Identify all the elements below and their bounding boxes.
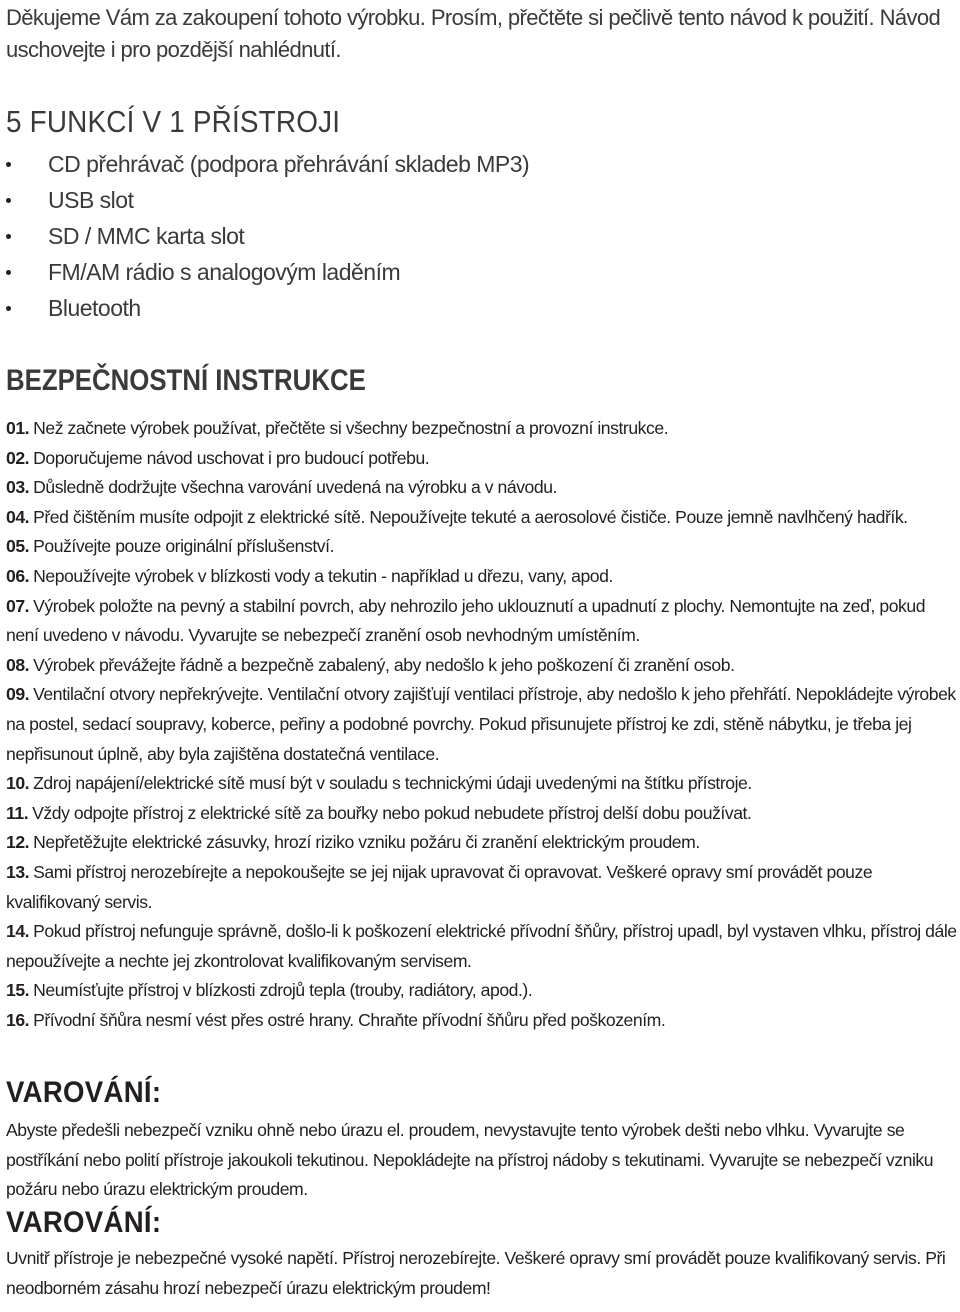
instruction-number: 09.	[6, 684, 30, 705]
instruction-number: 02.	[6, 447, 30, 468]
instruction-text: Než začnete výrobek používat, přečtěte si všechny bezpečnostní a provozní instrukce.	[33, 418, 669, 438]
instruction-text: Pokud přístroj nefunguje správně, došlo-li k poškození elektrické přívodní šňůry, přístroj upadl, byl vystaven vlhku, přístroj dále nepoužívejte a nechte jej zkontrolovat kvalifikovaným servisem.	[6, 921, 957, 971]
instruction-number: 06.	[6, 565, 30, 586]
feature-item	[6, 254, 529, 290]
instruction-number: 07.	[6, 595, 30, 616]
instruction-number: 15.	[6, 980, 30, 1001]
instruction-text: Zdroj napájení/elektrické sítě musí být v souladu s technickými údaji uvedenými na štítku přístroje.	[33, 773, 752, 794]
instruction-item	[6, 828, 958, 858]
feature-item	[6, 218, 529, 254]
instruction-item	[6, 592, 958, 651]
safety-instructions-list	[6, 414, 958, 1035]
instruction-text: Nepoužívejte výrobek v blízkosti vody a tekutin - například u dřezu, vany, apod.	[33, 565, 613, 586]
instruction-text: Nepřetěžujte elektrické zásuvky, hrozí riziko vzniku požáru či zranění elektrickým proudem.	[33, 832, 700, 853]
instruction-text: Neumísťujte přístroj v blízkosti zdrojů tepla (trouby, radiátory, apod.).	[33, 980, 533, 1001]
instruction-item	[6, 858, 958, 917]
instruction-number: 08.	[6, 654, 30, 675]
instruction-item	[6, 532, 958, 562]
instruction-text: Ventilační otvory nepřekrývejte. Ventilační otvory zajišťují ventilaci přístroje, aby nedošlo k jeho přehřátí. Nepokládejte výrobek na postel, sedací soupravy, koberce, peřiny a podobné povrchy. Pokud přisunujete přístroj ke zdi, stěně nábytku, je třeba jej nepřisunout úplně, aby byla zajištěna dostatečná ventilace.	[6, 684, 956, 764]
instruction-text: Doporučujeme návod uschovat i pro budoucí potřebu.	[33, 447, 430, 468]
instruction-item	[6, 414, 958, 444]
feature-item	[6, 146, 529, 182]
instruction-item	[6, 444, 958, 474]
instruction-number: 14.	[6, 921, 30, 942]
warning-text: Uvnitř přístroje je nebezpečné vysoké napětí. Přístroj nerozebírejte. Veškeré opravy smí provádět pouze kvalifikovaný servis. Při neodborném zásahu hrozí nebezpečí úrazu elektrickým proudem!	[6, 1248, 946, 1298]
instruction-item	[6, 917, 958, 976]
instruction-number: 05.	[6, 536, 30, 557]
instruction-text: Vždy odpojte přístroj z elektrické sítě za bouřky nebo pokud nebudete přístroj delší dobu používat.	[32, 802, 752, 823]
warning-text: Abyste předešli nebezpečí vzniku ohně nebo úrazu el. proudem, nevystavujte tento výrobek dešti nebo vlhku. Vyvarujte se postříkání nebo polití přístroje jakoukoli tekutinou. Nepokládejte na přístroj nádoby s tekutinami. Vyvarujte se nebezpečí vzniku požáru nebo úrazu elektrickým proudem.	[6, 1120, 934, 1199]
warning-section	[6, 1076, 958, 1205]
instruction-item	[6, 769, 958, 799]
instruction-item	[6, 562, 958, 592]
instruction-number: 10.	[6, 773, 30, 794]
intro-text: Děkujeme Vám za zakoupení tohoto výrobku. Prosím, přečtěte si pečlivě tento návod k použití. Návod uschovejte i pro pozdější nahlédnutí.	[6, 5, 941, 62]
instruction-item	[6, 680, 958, 769]
instruction-number: 12.	[6, 832, 30, 853]
instruction-text: Přívodní šňůra nesmí vést přes ostré hrany. Chraňte přívodní šňůru před poškozením.	[33, 1009, 666, 1030]
features-list	[6, 146, 529, 326]
warning-section	[6, 1206, 958, 1303]
instruction-number: 04.	[6, 506, 30, 527]
instruction-item	[6, 473, 958, 503]
bullet-icon	[6, 270, 11, 275]
instruction-number: 11.	[6, 802, 29, 823]
safety-heading: BEZPEČNOSTNÍ INSTRUKCE	[6, 364, 366, 397]
instruction-number: 03.	[6, 477, 30, 498]
warning-heading: VAROVÁNÍ:	[6, 1076, 162, 1109]
warning-heading: VAROVÁNÍ:	[6, 1206, 162, 1239]
feature-label: SD / MMC karta slot	[48, 223, 245, 249]
instruction-number: 16.	[6, 1009, 30, 1030]
instruction-item	[6, 1006, 958, 1036]
instruction-item	[6, 799, 958, 829]
features-heading: 5 FUNKCÍ V 1 PŘÍSTROJI	[6, 104, 341, 139]
feature-label: USB slot	[48, 187, 134, 213]
instruction-item	[6, 976, 958, 1006]
instruction-text: Před čištěním musíte odpojit z elektrické sítě. Nepoužívejte tekuté a aerosolové čističe. Pouze jemně navlhčený hadřík.	[33, 506, 908, 527]
instruction-item	[6, 503, 958, 533]
instruction-text: Sami přístroj nerozebírejte a nepokoušejte se jej nijak upravovat či opravovat. Veškeré opravy smí provádět pouze kvalifikovaný servis.	[6, 861, 873, 912]
instruction-number: 13.	[6, 861, 30, 882]
feature-label: FM/AM rádio s analogovým laděním	[48, 259, 401, 285]
feature-item	[6, 290, 529, 326]
feature-label: CD přehrávač (podpora přehrávání skladeb MP3)	[48, 151, 530, 177]
instruction-text: Používejte pouze originální příslušenství.	[33, 536, 335, 557]
bullet-icon	[6, 234, 11, 239]
bullet-icon	[6, 162, 11, 167]
feature-label: Bluetooth	[48, 295, 141, 321]
instruction-number: 01.	[6, 418, 30, 438]
instruction-text: Výrobek položte na pevný a stabilní povrch, aby nehrozilo jeho uklouznutí a upadnutí z plochy. Nemontujte na zeď, pokud není uvedeno v návodu. Vyvarujte se nebezpečí zranění osob nevhodným umístěním.	[6, 595, 926, 646]
instruction-item	[6, 651, 958, 681]
instruction-text: Výrobek převážejte řádně a bezpečně zabalený, aby nedošlo k jeho poškození či zranění osob.	[33, 654, 735, 675]
bullet-icon	[6, 198, 11, 203]
bullet-icon	[6, 306, 11, 311]
feature-item	[6, 182, 529, 218]
intro-paragraph	[6, 2, 956, 66]
instruction-text: Důsledně dodržujte všechna varování uvedená na výrobku a v návodu.	[33, 477, 557, 498]
